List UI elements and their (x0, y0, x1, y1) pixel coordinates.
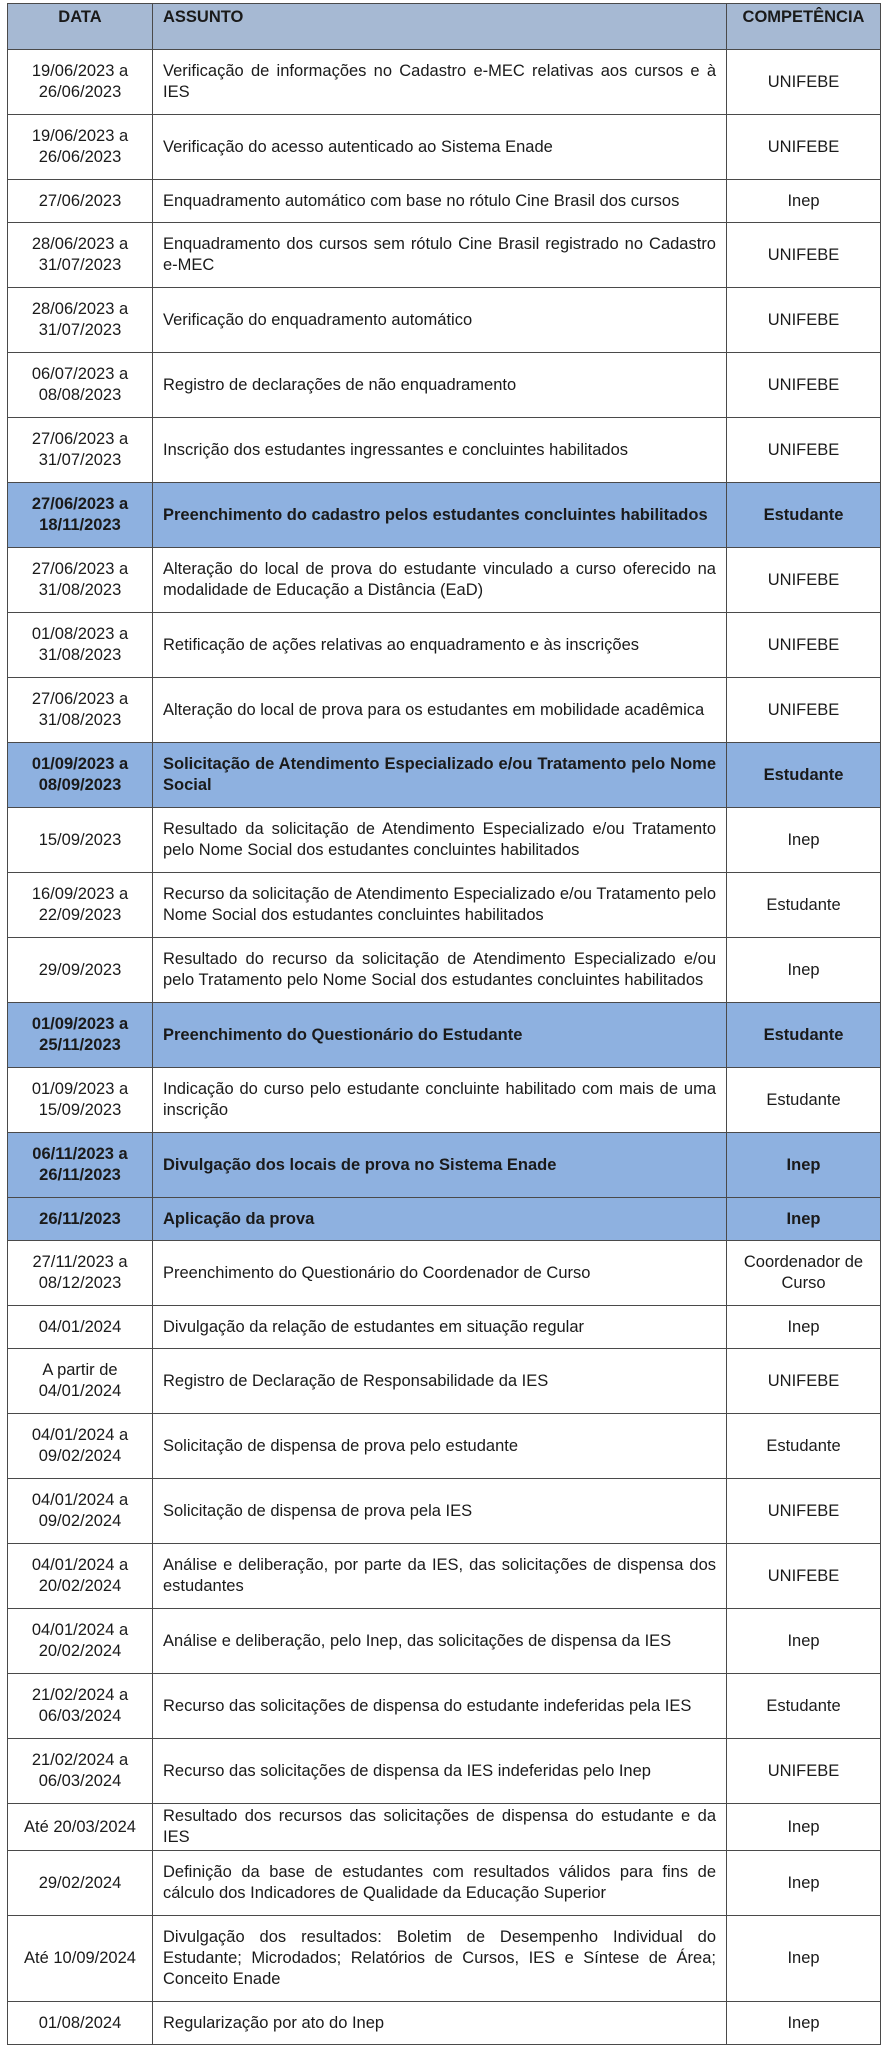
cell-subject: Inscrição dos estudantes ingressantes e concluintes habilitados (153, 418, 727, 483)
cell-competence: Inep (727, 180, 881, 223)
cell-subject: Enquadramento automático com base no rótulo Cine Brasil dos cursos (153, 180, 727, 223)
table-row (8, 1241, 881, 1306)
cell-date: 01/09/2023 a 25/11/2023 (8, 1003, 153, 1068)
cell-competence: UNIFEBE (727, 1479, 881, 1544)
table-row (8, 1068, 881, 1133)
cell-competence: UNIFEBE (727, 418, 881, 483)
table-row (8, 1674, 881, 1739)
column-header-competence: COMPETÊNCIA (727, 4, 881, 50)
cell-subject: Recurso das solicitações de dispensa do estudante indeferidas pela IES (153, 1674, 727, 1739)
cell-competence: UNIFEBE (727, 288, 881, 353)
cell-competence: Estudante (727, 743, 881, 808)
cell-date: 27/11/2023 a 08/12/2023 (8, 1241, 153, 1306)
table-row (8, 1414, 881, 1479)
cell-competence: Inep (727, 1851, 881, 1916)
cell-subject: Definição da base de estudantes com resultados válidos para fins de cálculo dos Indicadores de Qualidade da Educação Superior (153, 1851, 727, 1916)
table-row (8, 613, 881, 678)
cell-competence: Estudante (727, 1674, 881, 1739)
table-row (8, 873, 881, 938)
cell-subject: Divulgação da relação de estudantes em situação regular (153, 1306, 727, 1349)
cell-competence: UNIFEBE (727, 353, 881, 418)
cell-competence: UNIFEBE (727, 223, 881, 288)
table-row (8, 678, 881, 743)
cell-date: 01/09/2023 a 08/09/2023 (8, 743, 153, 808)
table-row (8, 548, 881, 613)
table-row-highlighted (8, 743, 881, 808)
cell-competence: UNIFEBE (727, 1349, 881, 1414)
cell-subject: Solicitação de dispensa de prova pelo estudante (153, 1414, 727, 1479)
cell-subject: Registro de Declaração de Responsabilidade da IES (153, 1349, 727, 1414)
cell-competence: UNIFEBE (727, 115, 881, 180)
cell-competence: Inep (727, 2002, 881, 2045)
table-row (8, 938, 881, 1003)
table-row (8, 353, 881, 418)
cell-subject: Verificação de informações no Cadastro e-MEC relativas aos cursos e à IES (153, 50, 727, 115)
cell-competence: Inep (727, 808, 881, 873)
cell-subject: Solicitação de Atendimento Especializado e/ou Tratamento pelo Nome Social (153, 743, 727, 808)
cell-competence: Inep (727, 1609, 881, 1674)
cell-date: 27/06/2023 (8, 180, 153, 223)
table-row (8, 1306, 881, 1349)
cell-date: 19/06/2023 a 26/06/2023 (8, 50, 153, 115)
table-row-highlighted (8, 1198, 881, 1241)
cell-subject: Enquadramento dos cursos sem rótulo Cine Brasil registrado no Cadastro e-MEC (153, 223, 727, 288)
cell-date: 27/06/2023 a 31/08/2023 (8, 678, 153, 743)
cell-subject: Resultado do recurso da solicitação de Atendimento Especializado e/ou pelo Tratamento pelo Nome Social dos estudantes concluintes habilitados (153, 938, 727, 1003)
table-row (8, 180, 881, 223)
cell-subject: Alteração do local de prova para os estudantes em mobilidade acadêmica (153, 678, 727, 743)
cell-competence: UNIFEBE (727, 678, 881, 743)
cell-date: 19/06/2023 a 26/06/2023 (8, 115, 153, 180)
cell-competence: Inep (727, 938, 881, 1003)
cell-subject: Preenchimento do Questionário do Coordenador de Curso (153, 1241, 727, 1306)
cell-subject: Alteração do local de prova do estudante vinculado a curso oferecido na modalidade de Educação a Distância (EaD) (153, 548, 727, 613)
table-row (8, 1609, 881, 1674)
cell-subject: Aplicação da prova (153, 1198, 727, 1241)
table-row (8, 1851, 881, 1916)
cell-competence: Estudante (727, 1068, 881, 1133)
column-header-subject: ASSUNTO (153, 4, 727, 50)
cell-date: 01/08/2024 (8, 2002, 153, 2045)
cell-date: 04/01/2024 (8, 1306, 153, 1349)
cell-subject: Análise e deliberação, por parte da IES, das solicitações de dispensa dos estudantes (153, 1544, 727, 1609)
cell-subject: Resultado da solicitação de Atendimento Especializado e/ou Tratamento pelo Nome Social dos estudantes concluintes habilitados (153, 808, 727, 873)
cell-date: 06/11/2023 a 26/11/2023 (8, 1133, 153, 1198)
cell-date: 26/11/2023 (8, 1198, 153, 1241)
cell-date: 04/01/2024 a 20/02/2024 (8, 1544, 153, 1609)
cell-competence: Inep (727, 1804, 881, 1851)
cell-competence: UNIFEBE (727, 548, 881, 613)
cell-date: 01/08/2023 a 31/08/2023 (8, 613, 153, 678)
table-row-highlighted (8, 1133, 881, 1198)
cell-competence: Estudante (727, 873, 881, 938)
cell-subject: Registro de declarações de não enquadramento (153, 353, 727, 418)
cell-subject: Recurso das solicitações de dispensa da IES indeferidas pelo Inep (153, 1739, 727, 1804)
cell-competence: Inep (727, 1306, 881, 1349)
cell-date: 04/01/2024 a 20/02/2024 (8, 1609, 153, 1674)
cell-date: 29/02/2024 (8, 1851, 153, 1916)
table-row (8, 2002, 881, 2045)
cell-subject: Resultado dos recursos das solicitações de dispensa do estudante e da IES (153, 1804, 727, 1851)
cell-subject: Preenchimento do Questionário do Estudante (153, 1003, 727, 1068)
table-row (8, 288, 881, 353)
cell-date: 01/09/2023 a 15/09/2023 (8, 1068, 153, 1133)
cell-date: 27/06/2023 a 18/11/2023 (8, 483, 153, 548)
cell-competence: Estudante (727, 483, 881, 548)
cell-date: 27/06/2023 a 31/07/2023 (8, 418, 153, 483)
cell-competence: Inep (727, 1133, 881, 1198)
cell-date: A partir de 04/01/2024 (8, 1349, 153, 1414)
column-header-date: DATA (8, 4, 153, 50)
cell-date: 28/06/2023 a 31/07/2023 (8, 288, 153, 353)
table-row (8, 418, 881, 483)
cell-subject: Análise e deliberação, pelo Inep, das solicitações de dispensa da IES (153, 1609, 727, 1674)
cell-competence: Coordenador de Curso (727, 1241, 881, 1306)
table-row (8, 1916, 881, 2002)
table-row (8, 115, 881, 180)
cell-subject: Divulgação dos resultados: Boletim de Desempenho Individual do Estudante; Microdados; Relatórios de Cursos, IES e Síntese de Área; Conceito Enade (153, 1916, 727, 2002)
cell-date: 04/01/2024 a 09/02/2024 (8, 1414, 153, 1479)
cell-date: Até 10/09/2024 (8, 1916, 153, 2002)
cell-competence: UNIFEBE (727, 1544, 881, 1609)
table-row-highlighted (8, 483, 881, 548)
cell-subject: Regularização por ato do Inep (153, 2002, 727, 2045)
cell-competence: Estudante (727, 1003, 881, 1068)
table-row (8, 1349, 881, 1414)
cell-subject: Divulgação dos locais de prova no Sistema Enade (153, 1133, 727, 1198)
table-row (8, 50, 881, 115)
cell-competence: Inep (727, 1198, 881, 1241)
table-row (8, 1479, 881, 1544)
schedule-table (7, 3, 881, 2045)
table-row (8, 1804, 881, 1851)
cell-date: 15/09/2023 (8, 808, 153, 873)
cell-competence: UNIFEBE (727, 1739, 881, 1804)
table-row (8, 1739, 881, 1804)
cell-subject: Solicitação de dispensa de prova pela IES (153, 1479, 727, 1544)
cell-date: 28/06/2023 a 31/07/2023 (8, 223, 153, 288)
table-row (8, 223, 881, 288)
table-row-highlighted (8, 1003, 881, 1068)
cell-subject: Verificação do acesso autenticado ao Sistema Enade (153, 115, 727, 180)
cell-subject: Verificação do enquadramento automático (153, 288, 727, 353)
cell-subject: Preenchimento do cadastro pelos estudantes concluintes habilitados (153, 483, 727, 548)
cell-subject: Recurso da solicitação de Atendimento Especializado e/ou Tratamento pelo Nome Social dos estudantes concluintes habilitados (153, 873, 727, 938)
table-header-row (8, 4, 881, 50)
cell-date: 21/02/2024 a 06/03/2024 (8, 1674, 153, 1739)
cell-date: 27/06/2023 a 31/08/2023 (8, 548, 153, 613)
cell-competence: UNIFEBE (727, 613, 881, 678)
cell-date: Até 20/03/2024 (8, 1804, 153, 1851)
cell-competence: UNIFEBE (727, 50, 881, 115)
table-row (8, 1544, 881, 1609)
cell-date: 29/09/2023 (8, 938, 153, 1003)
cell-date: 16/09/2023 a 22/09/2023 (8, 873, 153, 938)
cell-date: 06/07/2023 a 08/08/2023 (8, 353, 153, 418)
cell-date: 21/02/2024 a 06/03/2024 (8, 1739, 153, 1804)
cell-competence: Inep (727, 1916, 881, 2002)
cell-date: 04/01/2024 a 09/02/2024 (8, 1479, 153, 1544)
cell-subject: Retificação de ações relativas ao enquadramento e às inscrições (153, 613, 727, 678)
cell-competence: Estudante (727, 1414, 881, 1479)
cell-subject: Indicação do curso pelo estudante concluinte habilitado com mais de uma inscrição (153, 1068, 727, 1133)
table-row (8, 808, 881, 873)
